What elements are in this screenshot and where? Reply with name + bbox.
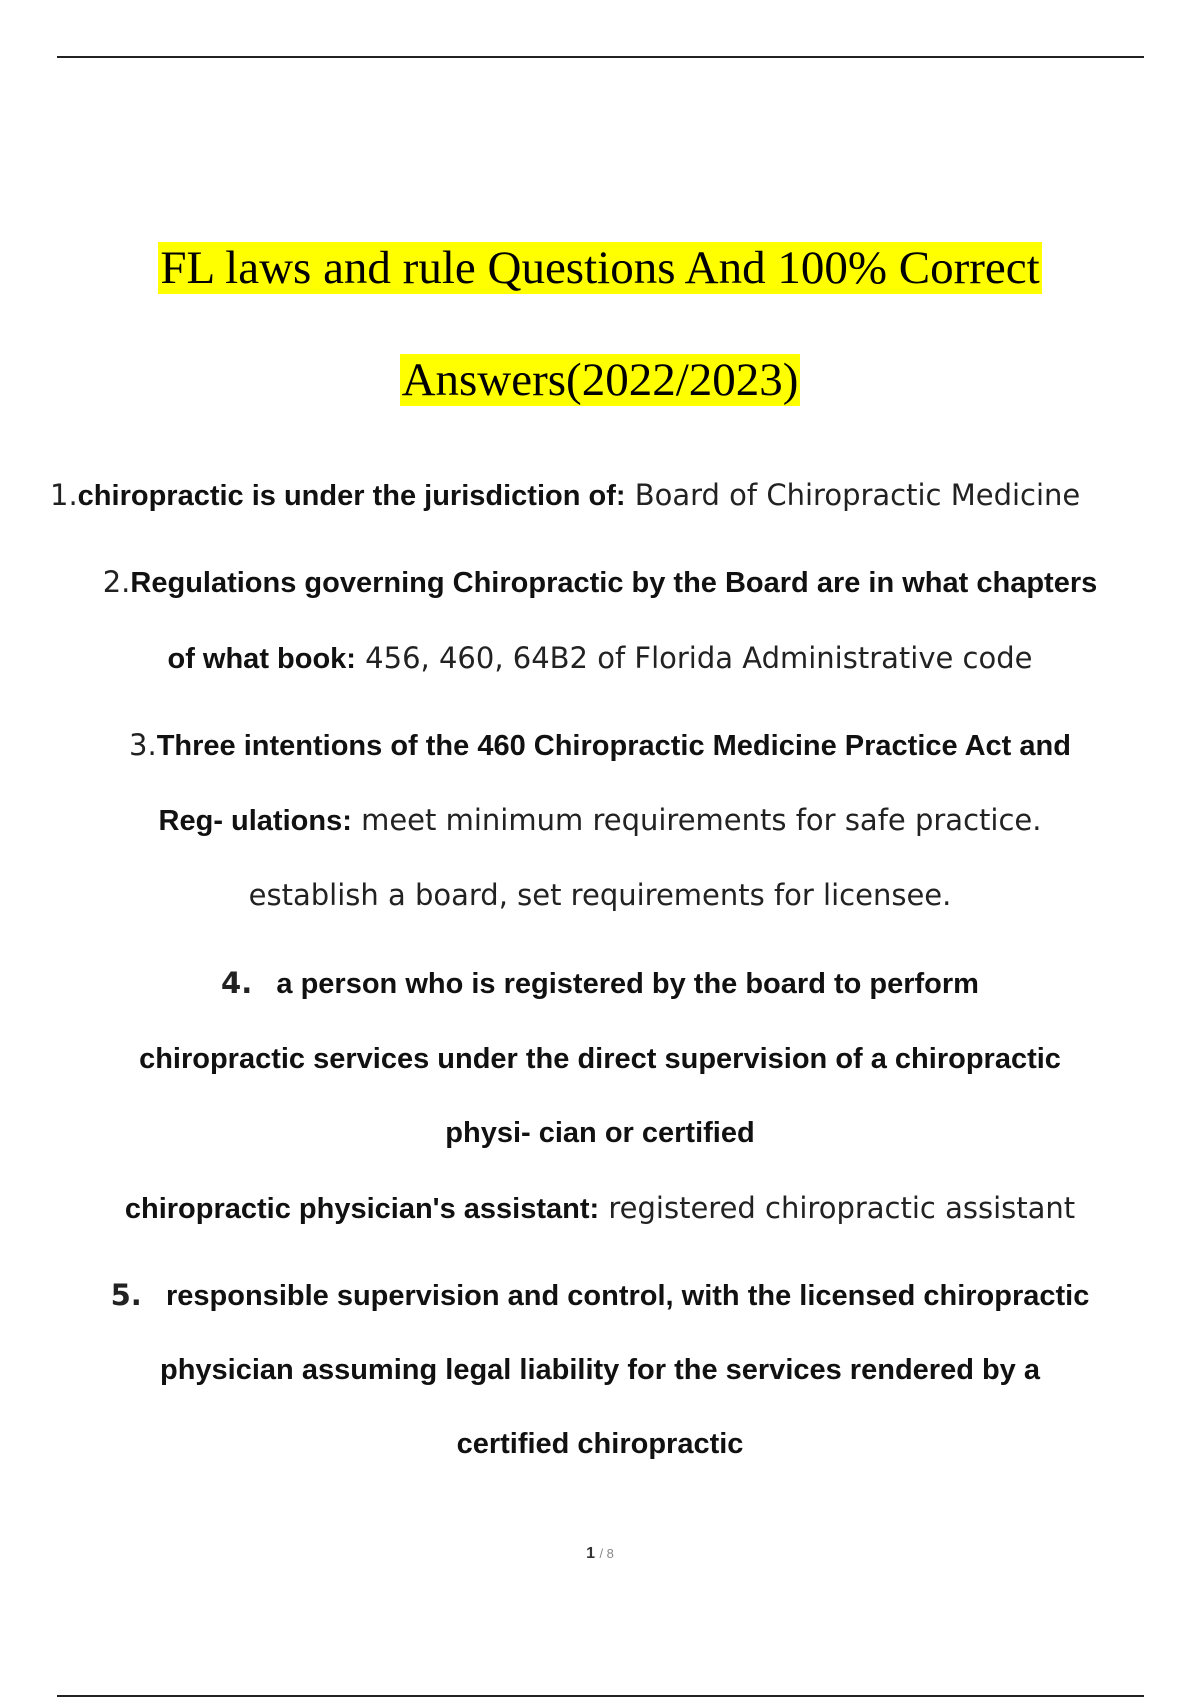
bottom-rule [57, 1695, 1144, 1697]
question-5-line-2: physician assuming legal liability for the services rendered by a [160, 1354, 1040, 1386]
document-title-line-1: FL laws and rule Questions And 100% Correct [160, 242, 1040, 294]
question-1: 1.chiropractic is under the jurisdiction of: Board of Chiropractic Medicine [50, 478, 1081, 512]
answer-2: of what book: 456, 460, 64B2 of Florida Administrative code [167, 641, 1033, 675]
document-title-line-2: Answers(2022/2023) [401, 354, 799, 406]
page-total: / 8 [599, 1546, 614, 1561]
question-5: 5. responsible supervision and control, with the licensed chiropractic [110, 1278, 1090, 1312]
answer-3: Reg- ulations: meet minimum requirements for safe practice. [158, 803, 1042, 837]
page-current: 1 [586, 1545, 595, 1562]
question-3: 3.Three intentions of the 460 Chiropractic Medicine Practice Act and [129, 728, 1071, 762]
page-indicator [0, 1545, 1200, 1563]
question-4: 4. a person who is registered by the board to perform [221, 966, 979, 1000]
answer-4: chiropractic physician's assistant: registered chiropractic assistant [124, 1191, 1076, 1225]
question-4-line-2: chiropractic services under the direct supervision of a chiropractic [139, 1043, 1061, 1075]
question-4-line-3: physi- cian or certified [445, 1117, 755, 1149]
question-5-line-3: certified chiropractic [456, 1428, 744, 1460]
top-rule [57, 56, 1144, 58]
answer-3-continued: establish a board, set requirements for licensee. [248, 878, 952, 912]
question-2: 2.Regulations governing Chiropractic by the Board are in what chapters [102, 565, 1098, 599]
